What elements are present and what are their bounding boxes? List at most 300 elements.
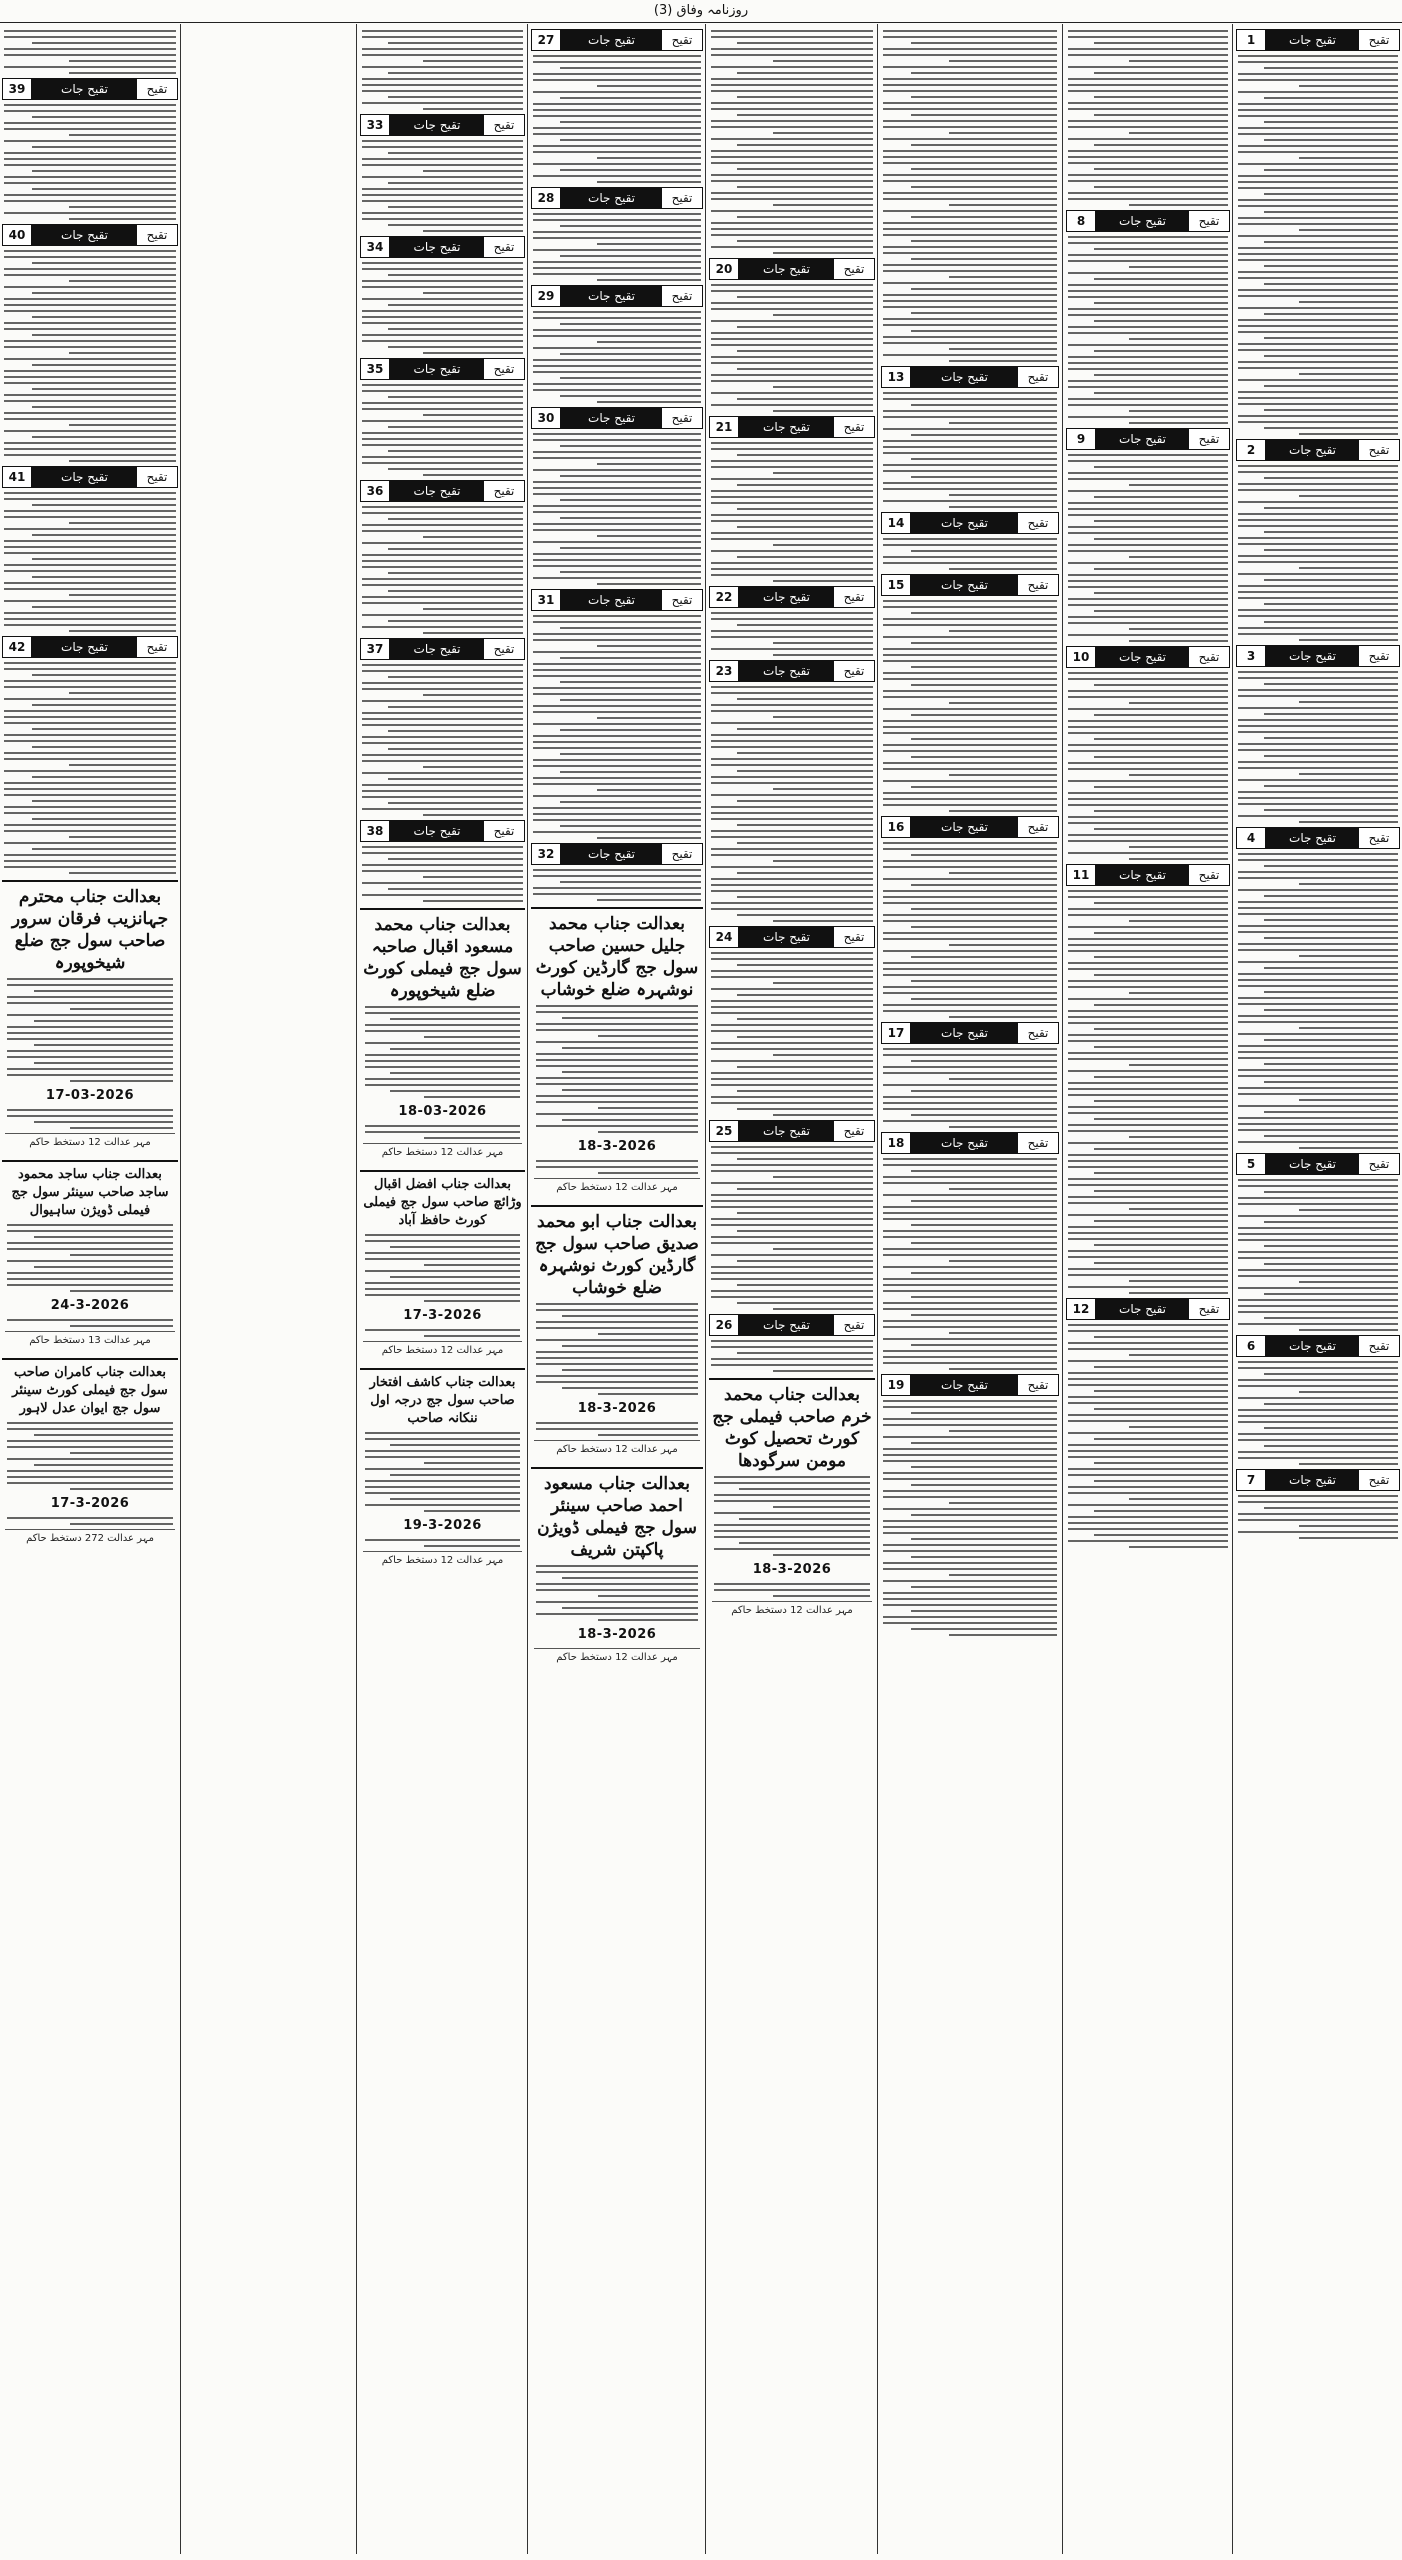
text-line <box>1238 115 1398 117</box>
text-line <box>737 454 873 456</box>
text-line <box>533 335 701 337</box>
text-line <box>1238 561 1398 563</box>
text-line <box>1094 1220 1228 1222</box>
text-line <box>1264 713 1398 715</box>
text-line <box>560 323 701 325</box>
text-line <box>1094 114 1228 116</box>
text-line <box>1068 798 1228 800</box>
text-line <box>560 699 701 701</box>
text-line <box>4 758 176 760</box>
court-body <box>363 1329 522 1337</box>
notice-23-body <box>709 686 875 922</box>
text-line <box>773 1176 873 1178</box>
text-line <box>949 1574 1057 1576</box>
text-line <box>533 711 701 713</box>
text-line <box>883 120 1057 122</box>
text-line <box>69 692 176 694</box>
text-line <box>365 1486 520 1488</box>
continuation-text <box>1066 30 1230 206</box>
notice-41 <box>2 466 178 632</box>
text-line <box>362 870 523 872</box>
text-line <box>714 1512 870 1514</box>
text-line <box>911 956 1057 958</box>
text-line <box>1238 689 1398 691</box>
text-line <box>533 723 701 725</box>
notice-30-header: 30 تقیح جات تقیح <box>531 407 703 429</box>
text-line <box>711 1152 873 1154</box>
text-line <box>711 404 873 406</box>
text-line <box>562 1607 698 1609</box>
text-line <box>883 804 1057 806</box>
text-line <box>711 1182 873 1184</box>
text-line <box>883 1164 1057 1166</box>
text-line <box>560 255 701 257</box>
text-line <box>737 1260 873 1262</box>
text-line <box>362 262 523 264</box>
text-line <box>536 1363 698 1365</box>
text-line <box>4 812 176 814</box>
text-line <box>7 1032 173 1034</box>
court-footer: مہر عدالت 12 دستخط حاکم <box>534 1178 700 1193</box>
text-line <box>911 738 1057 740</box>
text-line <box>714 1583 870 1585</box>
text-line <box>597 535 701 537</box>
text-line <box>883 342 1057 344</box>
text-line <box>711 976 873 978</box>
text-line <box>1068 834 1228 836</box>
text-line <box>1068 708 1228 710</box>
court-notice-c6 <box>360 1170 525 1362</box>
text-line <box>1068 236 1228 238</box>
text-line <box>711 1030 873 1032</box>
text-line <box>883 1592 1057 1594</box>
text-line <box>1238 985 1398 987</box>
text-line <box>69 522 176 524</box>
text-line <box>1238 671 1398 673</box>
court-footer: مہر عدالت 272 دستخط حاکم <box>5 1529 175 1544</box>
text-line <box>1068 416 1228 418</box>
text-line <box>1238 913 1398 915</box>
text-line <box>7 1230 173 1232</box>
text-line <box>949 60 1057 62</box>
text-line <box>911 330 1057 332</box>
text-line <box>911 908 1057 910</box>
text-line <box>1238 1457 1398 1459</box>
text-line <box>1068 532 1228 534</box>
text-line <box>1264 1191 1398 1193</box>
text-line <box>1068 962 1228 964</box>
text-line <box>883 654 1057 656</box>
notice-6-body <box>1236 1361 1400 1465</box>
text-line <box>1068 890 1228 892</box>
text-line <box>1238 307 1398 309</box>
text-line <box>1264 1039 1398 1041</box>
text-line <box>4 400 176 402</box>
text-line <box>911 926 1057 928</box>
text-line <box>1129 1498 1228 1500</box>
text-line <box>1068 780 1228 782</box>
text-line <box>4 540 176 542</box>
text-line <box>1094 520 1228 522</box>
text-line <box>1264 895 1398 897</box>
text-line <box>1094 1390 1228 1392</box>
notice-42 <box>2 636 178 874</box>
text-line <box>949 1078 1057 1080</box>
text-line <box>1238 331 1398 333</box>
text-line <box>883 792 1057 794</box>
text-line <box>388 96 523 98</box>
notice-23-header: 23 تقیح جات تقیح <box>709 660 875 682</box>
text-line <box>1068 1178 1228 1180</box>
text-line <box>560 681 701 683</box>
text-line <box>1068 1010 1228 1012</box>
text-line <box>69 352 176 354</box>
text-line <box>4 152 176 154</box>
notice-33 <box>360 114 525 232</box>
text-line <box>362 90 523 92</box>
text-line <box>560 395 701 397</box>
text-line <box>711 374 873 376</box>
text-line <box>362 420 523 422</box>
text-line <box>4 866 176 868</box>
text-line <box>883 500 1057 502</box>
text-line <box>70 1254 173 1256</box>
text-line <box>711 192 873 194</box>
text-line <box>1129 1546 1228 1548</box>
column-divider <box>180 24 181 2554</box>
text-line <box>737 144 873 146</box>
notice-18 <box>881 1132 1059 1370</box>
text-line <box>362 322 523 324</box>
column-7 <box>2 26 178 2556</box>
text-line <box>911 1272 1057 1274</box>
text-line <box>1238 1069 1398 1071</box>
text-line <box>711 392 873 394</box>
text-line <box>1238 609 1398 611</box>
text-line <box>4 256 176 258</box>
text-line <box>1238 91 1398 93</box>
text-line <box>362 718 523 720</box>
text-line <box>773 1114 873 1116</box>
text-line <box>365 1054 520 1056</box>
text-line <box>1068 1444 1228 1446</box>
text-line <box>362 554 523 556</box>
text-line <box>4 680 176 682</box>
text-line <box>7 1470 173 1472</box>
notice-30-body <box>531 433 703 585</box>
text-line <box>388 572 523 574</box>
notice-35-body <box>360 384 525 476</box>
text-line <box>423 536 523 538</box>
text-line <box>32 576 176 578</box>
text-line <box>7 1068 173 1070</box>
text-line <box>1238 925 1398 927</box>
text-line <box>1238 767 1398 769</box>
text-line <box>536 1565 698 1567</box>
court-body <box>5 1224 175 1292</box>
court-notice-c4 <box>531 1467 703 1669</box>
text-line <box>1238 1233 1398 1235</box>
text-line <box>1068 980 1228 982</box>
text-line <box>4 122 176 124</box>
text-line <box>362 808 523 810</box>
court-heading: بعدالت جناب کامران صاحب سول جج فیملی کورٹ سینئر سول جج ایوان عدل لاہور <box>12 1365 168 1416</box>
text-line <box>562 1047 698 1049</box>
text-line <box>1238 853 1398 855</box>
text-line <box>773 60 873 62</box>
notice-14 <box>881 512 1059 570</box>
text-line <box>362 390 523 392</box>
text-line <box>32 170 176 172</box>
text-line <box>1068 1348 1228 1350</box>
court-body <box>712 1476 872 1556</box>
text-line <box>362 688 523 690</box>
court-footer: مہر عدالت 12 دستخط حاکم <box>363 1551 522 1566</box>
notice-34-header: 34 تقیح جات تقیح <box>360 236 525 258</box>
notice-19-header: 19 تقیح جات تقیح <box>881 1374 1059 1396</box>
continuation-text <box>2 30 178 74</box>
text-line <box>533 133 701 135</box>
text-line <box>1264 1263 1398 1265</box>
text-line <box>714 1530 870 1532</box>
text-line <box>711 1364 873 1366</box>
text-line <box>388 346 523 348</box>
text-line <box>1264 991 1398 993</box>
text-line <box>1068 598 1228 600</box>
text-line <box>883 1362 1057 1364</box>
text-line <box>711 988 873 990</box>
text-line <box>883 672 1057 674</box>
text-line <box>32 364 176 366</box>
notice-25-body <box>709 1146 875 1310</box>
text-line <box>711 686 873 688</box>
text-line <box>1068 290 1228 292</box>
text-line <box>533 317 701 319</box>
text-line <box>4 310 176 312</box>
text-line <box>362 30 523 32</box>
text-line <box>773 472 873 474</box>
text-line <box>1238 791 1398 793</box>
text-line <box>1068 562 1228 564</box>
text-line <box>362 188 523 190</box>
text-line <box>533 175 701 177</box>
text-line <box>883 860 1057 862</box>
text-line <box>69 836 176 838</box>
text-line <box>711 228 873 230</box>
text-line <box>1068 478 1228 480</box>
text-line <box>711 812 873 814</box>
text-line <box>1068 1528 1228 1530</box>
text-line <box>1094 1462 1228 1464</box>
text-line <box>739 1518 870 1520</box>
court-notice-c3 <box>709 1378 875 1622</box>
text-line <box>533 529 701 531</box>
text-line <box>1068 1450 1228 1452</box>
text-line <box>1264 919 1398 921</box>
text-line <box>1238 103 1398 105</box>
text-line <box>1264 355 1398 357</box>
text-line <box>711 538 873 540</box>
notice-17-body <box>881 1048 1059 1128</box>
notice-38-body <box>360 846 525 902</box>
text-line <box>711 150 873 152</box>
text-line <box>4 788 176 790</box>
text-line <box>883 744 1057 746</box>
text-line <box>7 1026 173 1028</box>
text-line <box>1238 349 1398 351</box>
text-line <box>1068 326 1228 328</box>
text-line <box>1129 422 1228 424</box>
text-line <box>424 1462 520 1464</box>
text-line <box>7 1109 173 1111</box>
text-line <box>737 484 873 486</box>
notice-9 <box>1066 428 1230 642</box>
text-line <box>560 225 701 227</box>
text-line <box>711 1048 873 1050</box>
text-line <box>423 814 523 816</box>
text-line <box>911 312 1057 314</box>
text-line <box>365 1006 520 1008</box>
text-line <box>711 1102 873 1104</box>
text-line <box>1068 120 1228 122</box>
text-line <box>1068 622 1228 624</box>
text-line <box>365 1288 520 1290</box>
text-line <box>1094 302 1228 304</box>
notice-4 <box>1236 827 1400 1149</box>
text-line <box>362 310 523 312</box>
text-line <box>737 752 873 754</box>
text-line <box>714 1548 870 1550</box>
text-line <box>1299 373 1398 375</box>
text-line <box>533 109 701 111</box>
text-line <box>1238 397 1398 399</box>
text-line <box>711 520 873 522</box>
text-line <box>562 1315 698 1317</box>
text-line <box>1264 809 1398 811</box>
text-line <box>7 1002 173 1004</box>
text-line <box>1264 621 1398 623</box>
text-line <box>4 110 176 112</box>
text-line <box>1094 756 1228 758</box>
text-line <box>1238 1105 1398 1107</box>
text-line <box>1068 242 1228 244</box>
notice-15 <box>881 574 1059 812</box>
text-line <box>69 460 176 462</box>
column-6 <box>360 26 525 2556</box>
notice-40-body <box>2 250 178 462</box>
text-line <box>1238 525 1398 527</box>
text-line <box>1238 1087 1398 1089</box>
text-line <box>1094 592 1228 594</box>
text-line <box>1068 1420 1228 1422</box>
text-line <box>560 445 701 447</box>
text-line <box>536 1583 698 1585</box>
text-line <box>883 1266 1057 1268</box>
text-line <box>883 192 1057 194</box>
text-line <box>1238 1531 1398 1533</box>
text-line <box>1264 1111 1398 1113</box>
text-line <box>711 1290 873 1292</box>
text-line <box>1129 1426 1228 1428</box>
text-line <box>1238 379 1398 381</box>
text-line <box>911 1610 1057 1612</box>
text-line <box>773 580 873 582</box>
text-line <box>597 899 701 901</box>
text-line <box>4 104 176 106</box>
text-line <box>1299 1027 1398 1029</box>
text-line <box>911 240 1057 242</box>
text-line <box>1068 260 1228 262</box>
text-line <box>1094 96 1228 98</box>
text-line <box>737 994 873 996</box>
text-line <box>949 944 1057 946</box>
text-line <box>388 396 523 398</box>
court-heading: بعدالت جناب کاشف افتخار صاحب سول جج درجہ اول ننکانہ صاحب <box>369 1375 516 1426</box>
text-line <box>711 1206 873 1208</box>
text-line <box>883 992 1057 994</box>
text-line <box>362 584 523 586</box>
text-line <box>883 324 1057 326</box>
text-line <box>1238 519 1398 521</box>
notice-16 <box>881 816 1059 1018</box>
text-line <box>1068 514 1228 516</box>
text-line <box>883 1248 1057 1250</box>
text-line <box>1068 634 1228 636</box>
text-line <box>773 716 873 718</box>
text-line <box>533 487 701 489</box>
text-line <box>533 311 701 313</box>
text-line <box>1129 1136 1228 1138</box>
text-line <box>911 1060 1057 1062</box>
text-line <box>390 1090 520 1092</box>
text-line <box>883 1616 1057 1618</box>
text-line <box>911 1170 1057 1172</box>
text-line <box>1299 85 1398 87</box>
notice-29 <box>531 285 703 403</box>
text-line <box>711 854 873 856</box>
text-line <box>1264 737 1398 739</box>
text-line <box>4 842 176 844</box>
text-line <box>737 556 873 558</box>
text-line <box>1264 313 1398 315</box>
text-line <box>32 292 176 294</box>
text-line <box>711 1266 873 1268</box>
text-line <box>1068 180 1228 182</box>
text-line <box>365 1084 520 1086</box>
court-notice-c10 <box>2 1358 178 1550</box>
text-line <box>1068 108 1228 110</box>
notice-31-body <box>531 615 703 839</box>
text-line <box>388 620 523 622</box>
text-line <box>883 1308 1057 1310</box>
text-line <box>536 1381 698 1383</box>
text-line <box>883 126 1057 128</box>
column-divider <box>356 24 357 2554</box>
court-footer: مہر عدالت 12 دستخط حاکم <box>363 1143 522 1158</box>
text-line <box>1264 579 1398 581</box>
text-line <box>773 1308 873 1310</box>
court-heading: بعدالت جناب ساجد محمود ساجد صاحب سینئر سول جج فیملی ڈویژن ساہیوال <box>11 1167 169 1218</box>
text-line <box>1299 773 1398 775</box>
text-line <box>883 1598 1057 1600</box>
text-line <box>911 1090 1057 1092</box>
text-line <box>1238 415 1398 417</box>
text-line <box>362 846 523 848</box>
text-line <box>4 806 176 808</box>
notice-2 <box>1236 439 1400 641</box>
text-line <box>1238 133 1398 135</box>
text-line <box>1238 1239 1398 1241</box>
